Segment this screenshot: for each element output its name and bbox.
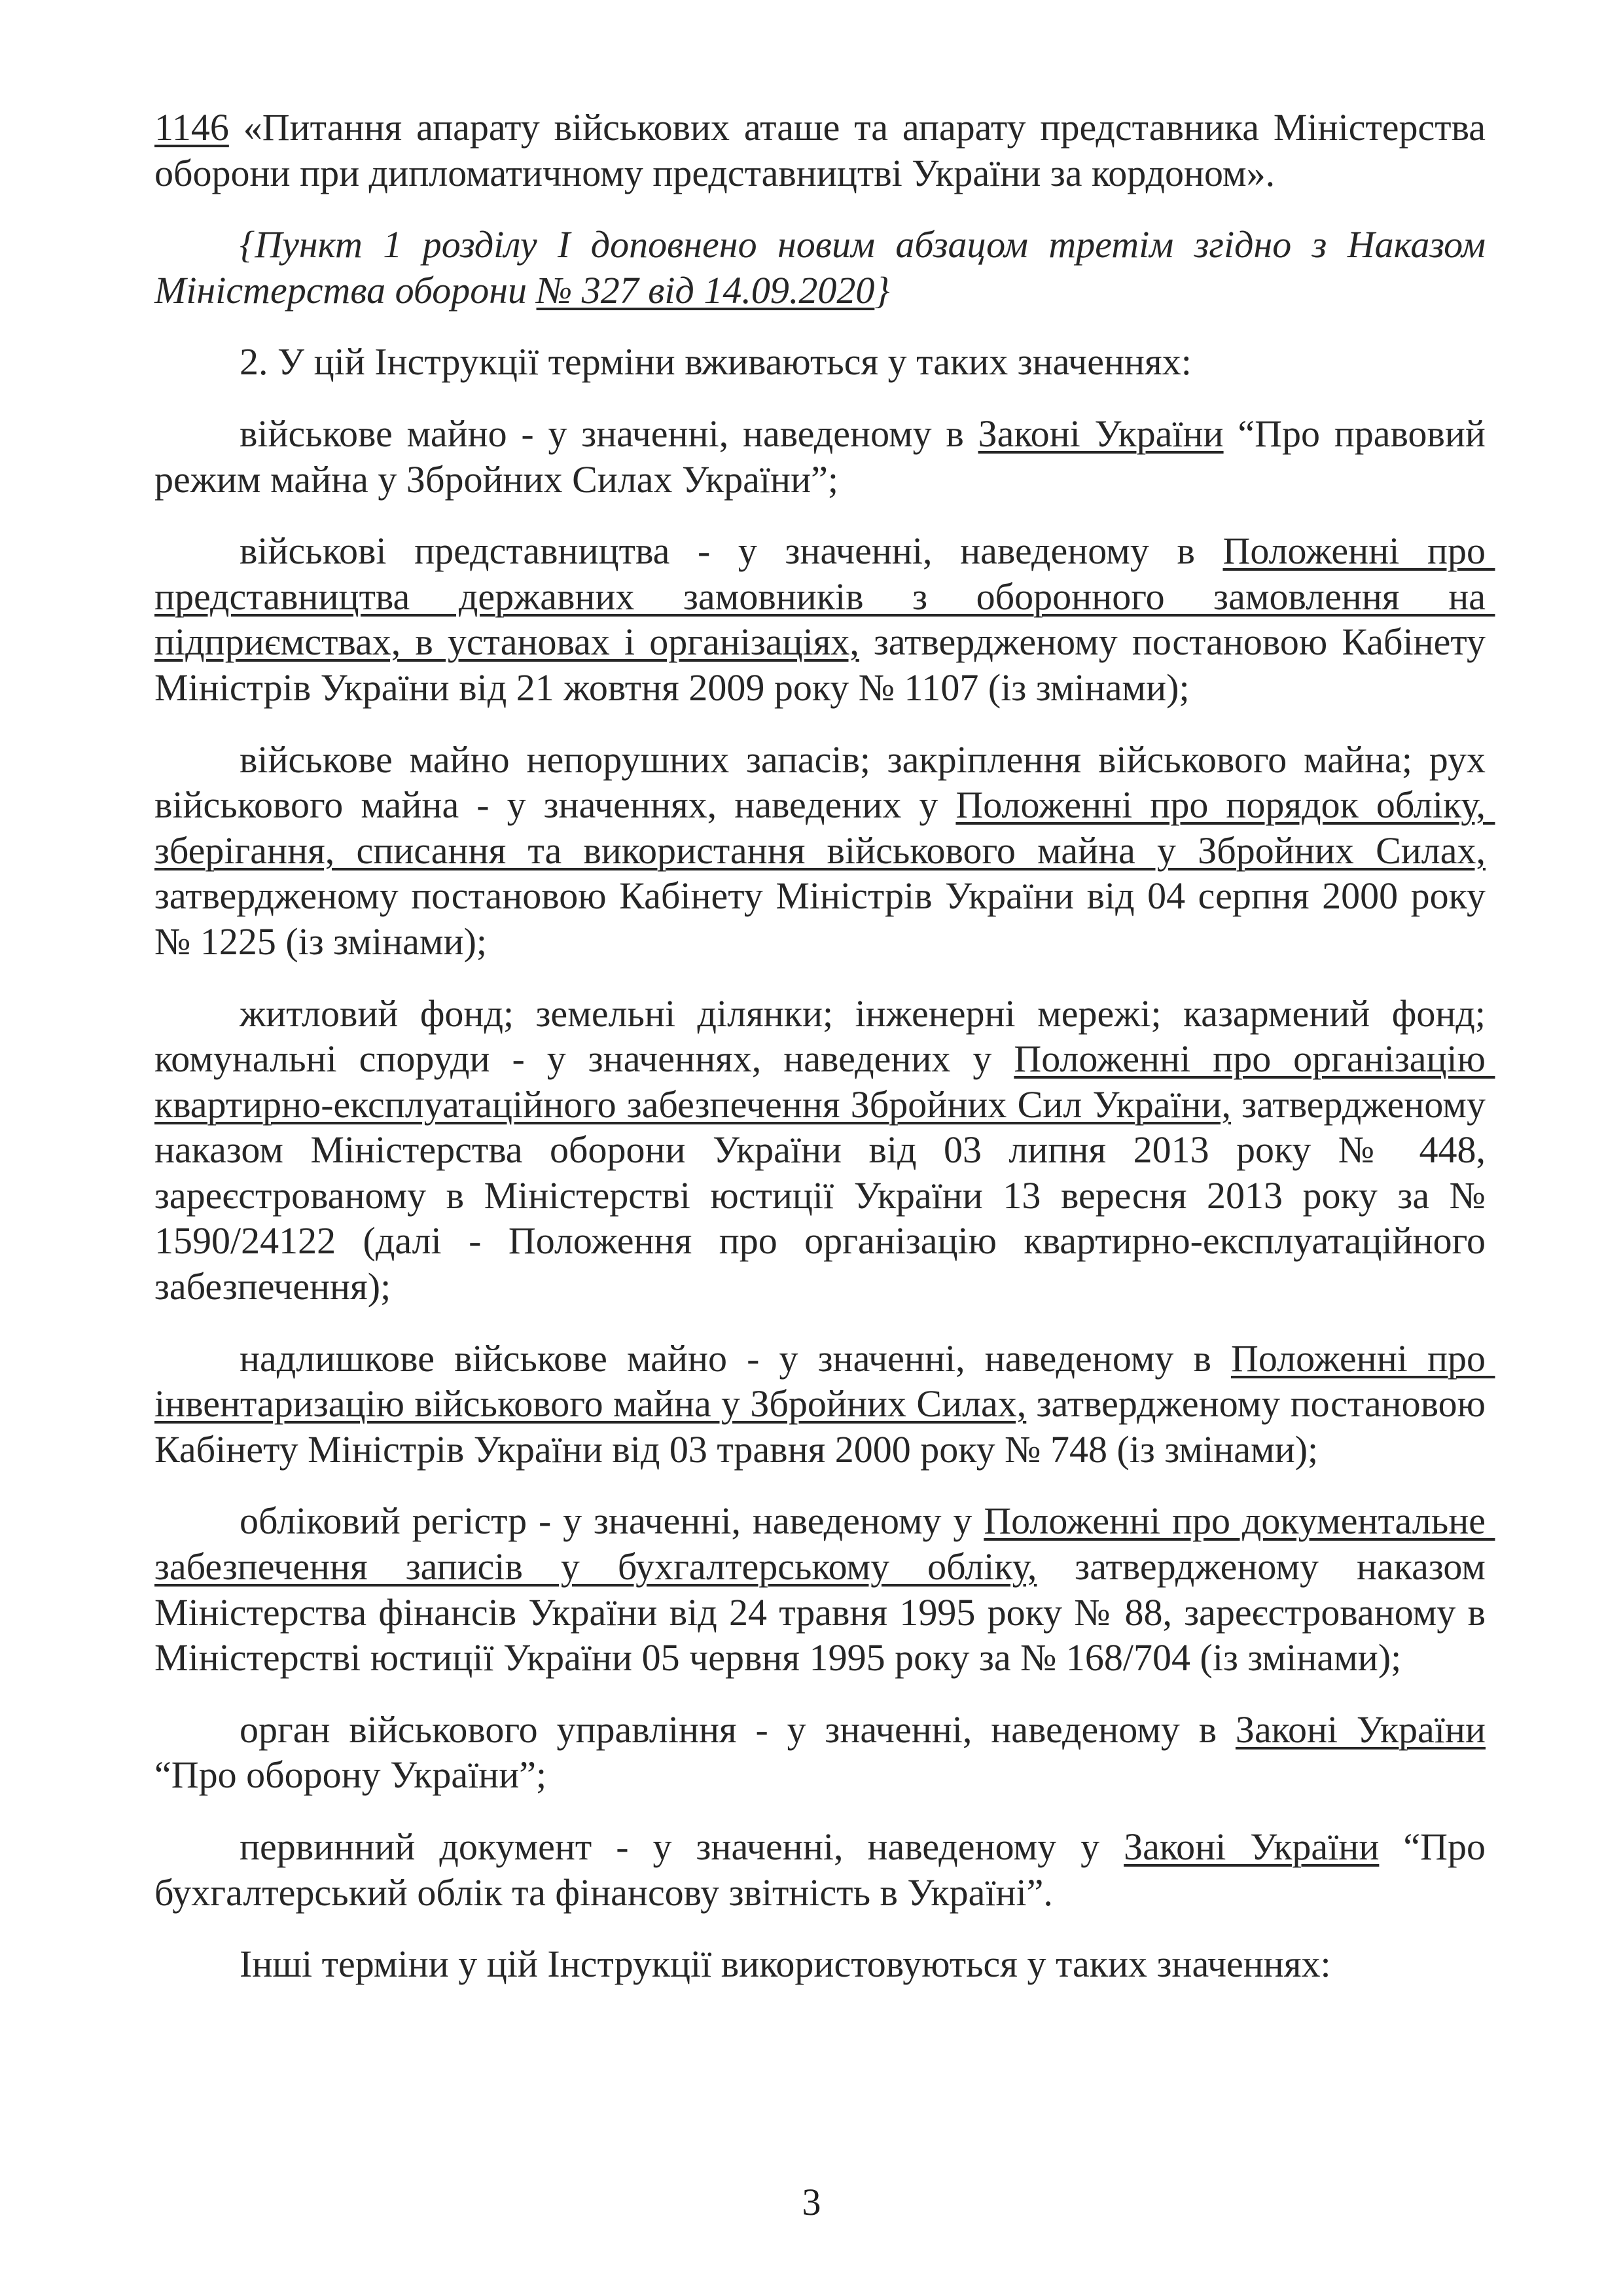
text-run: військові представництва - у значенні, наведеному в bbox=[240, 529, 1223, 573]
paragraph bbox=[154, 1941, 1486, 1987]
document-body bbox=[154, 105, 1495, 1987]
legal-reference-link[interactable]: № 327 від 14.09.2020 bbox=[536, 268, 875, 312]
paragraph bbox=[154, 339, 1486, 385]
text-run: «Питання апарату військових аташе та апарату представника Міністерства оборони при дипломатичному представництві України за кордоном». bbox=[154, 106, 1495, 194]
paragraph bbox=[154, 222, 1495, 313]
paragraph bbox=[154, 411, 1495, 502]
legal-reference-link[interactable]: Положенні про порядок обліку, зберігання, списання та використання військового майна у Збройних Силах, bbox=[154, 783, 1495, 872]
text-run: “Про оборону України”; bbox=[154, 1708, 1495, 1797]
text-run: житловий фонд; земельні ділянки; інженерні мережі; казармений фонд; комунальні споруди - у значеннях, наведених у bbox=[154, 992, 1495, 1081]
text-run: обліковий регістр - у значенні, наведеному у bbox=[240, 1499, 984, 1543]
paragraph bbox=[154, 1498, 1495, 1680]
legal-reference-link[interactable]: 1146 bbox=[154, 106, 229, 149]
text-run: “Про правовий режим майна у Збройних Силах України”; bbox=[154, 412, 1495, 501]
legal-reference-link[interactable]: Законі України bbox=[978, 412, 1224, 455]
text-run: орган військового управління - у значенні, наведеному в bbox=[240, 1708, 1236, 1751]
text-run: затвердженому постановою Кабінету Міністрів України від 03 травня 2000 року № 748 (із змінами); bbox=[154, 1382, 1495, 1471]
legal-reference-link[interactable]: Положенні про інвентаризацію військового майна у Збройних Силах, bbox=[154, 1336, 1495, 1426]
text-run: військове майно - у значенні, наведеному в bbox=[240, 412, 978, 455]
text-run: військове майно непорушних запасів; закріплення військового майна; рух військового майна - у значеннях, наведених у bbox=[154, 738, 1495, 827]
paragraph bbox=[154, 991, 1495, 1310]
text-run: затвердженому наказом Міністерства оборони України від 03 липня 2013 року № 448, зареєстрованому в Міністерстві юстиції України 13 вересня 2013 року за № 1590/24122 (далі - Положення про організацію квартирно-експлуатаційного забезпечення); bbox=[154, 1083, 1495, 1308]
legal-reference-link[interactable]: Законі України bbox=[1124, 1825, 1380, 1868]
text-run: затвердженому постановою Кабінету Міністрів України від 04 серпня 2000 року № 1225 (із змінами); bbox=[154, 829, 1495, 963]
legal-reference-link[interactable]: Положенні про документальне забезпечення записів у бухгалтерському обліку, bbox=[154, 1499, 1495, 1588]
text-run: затвердженому наказом Міністерства фінансів України від 24 травня 1995 року № 88, зареєстрованому в Міністерстві юстиції України 05 червня 1995 року за № 168/704 (із змінами); bbox=[154, 1545, 1495, 1679]
paragraph bbox=[154, 1336, 1495, 1473]
text-run: {Пункт 1 розділу I доповнено новим абзацом третім згідно з Наказом Міністерства оборони bbox=[154, 223, 1495, 312]
text-run: Інші терміни у цій Інструкції використовуються у таких значеннях: bbox=[240, 1943, 1331, 1986]
text-run: “Про бухгалтерський облік та фінансову звітність в Україні”. bbox=[154, 1825, 1495, 1914]
text-run: надлишкове військове майно - у значенні, наведеному в bbox=[240, 1336, 1231, 1380]
page-number: 3 bbox=[802, 2181, 821, 2223]
text-run: 2. У цій Інструкції терміни вживаються у таких значеннях: bbox=[240, 340, 1192, 384]
paragraph bbox=[154, 1707, 1495, 1798]
legal-reference-link[interactable]: Положенні про організацію квартирно-експлуатаційного забезпечення Збройних Сил України, bbox=[154, 1037, 1495, 1126]
legal-reference-link[interactable]: Законі України bbox=[1235, 1708, 1486, 1751]
text-run: } bbox=[874, 268, 890, 312]
legal-reference-link[interactable]: Положенні про представництва державних замовників з оборонного замовлення на підприємствах, в установах і організаціях, bbox=[154, 529, 1495, 664]
paragraph bbox=[154, 737, 1495, 965]
paragraph bbox=[154, 528, 1495, 710]
text-run: первинний документ - у значенні, наведеному у bbox=[240, 1825, 1124, 1868]
text-run: затвердженому постановою Кабінету Міністрів України від 21 жовтня 2009 року № 1107 (із змінами); bbox=[154, 620, 1495, 709]
paragraph bbox=[154, 1824, 1495, 1915]
paragraph bbox=[154, 105, 1495, 196]
